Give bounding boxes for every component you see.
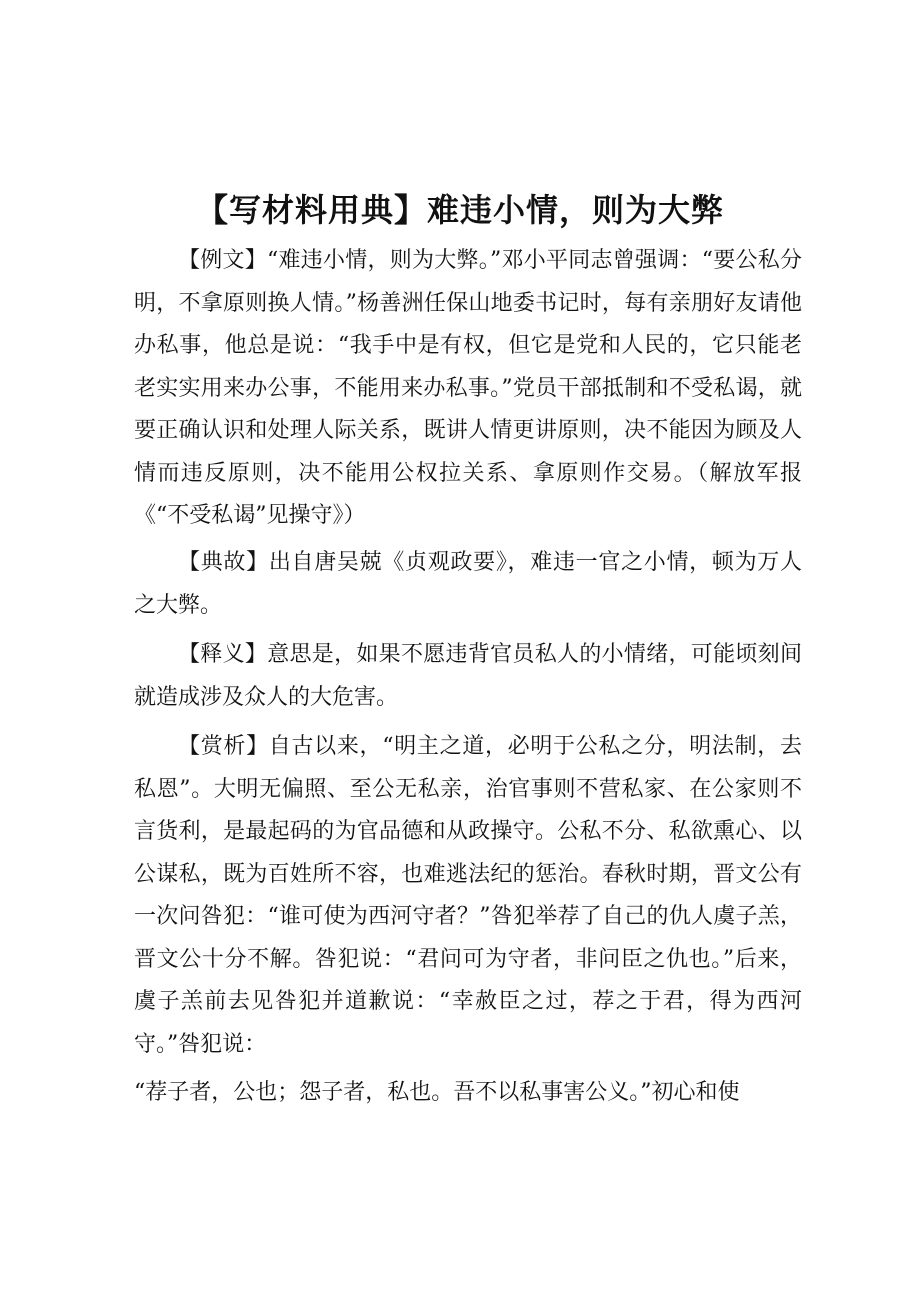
label-analysis: 【赏析】	[178, 734, 269, 759]
paragraph-example	[134, 240, 802, 538]
page-title: 【写材料用典】难违小情，则为大弊	[195, 191, 724, 229]
text-meaning: 意思是，如果不愿违背官员私人的小情绪，可能顷刻间就造成涉及众人的大危害。	[134, 642, 802, 710]
paragraph-continuation	[134, 1072, 802, 1115]
label-meaning: 【释义】	[178, 642, 268, 667]
text-analysis: 自古以来，“明主之道，必明于公私之分，明法制，去私恩”。大明无偏照、至公无私亲，治官事则不营私家、在公家则不言货利，是最起码的为官品德和从政操守。公私不分、私欲熏心、以公谋私，既为百姓所不容，也难逃法纪的惩治。春秋时期，晋文公有一次问咎犯：“谁可使为西河守者？”咎犯举荐了自己的仇人虞子羔，晋文公十分不解。咎犯说：“君问可为守者，非问臣之仇也。”后来，虞子羔前去见咎犯并道歉说：“幸赦臣之过，荐之于君，得为西河守。”咎犯说：	[134, 734, 802, 1057]
paragraph-analysis	[134, 726, 802, 1066]
text-allusion: 出自唐吴兢《贞观政要》，难违一官之小情，顿为万人之大弊。	[134, 550, 802, 618]
label-allusion: 【典故】	[178, 550, 269, 575]
text-example: “难违小情，则为大弊。”邓小平同志曾强调：“要公私分明，不拿原则换人情。”杨善洲任保山地委书记时，每有亲朋好友请他办私事，他总是说：“我手中是有权，但它是党和人民的，它只能老老实实用来办公事，不能用来办私事。”党员干部抵制和不受私谒，就要正确认识和处理人际关系，既讲人情更讲原则，决不能因为顾及人情而违反原则，决不能用公权拉关系、拿原则作交易。（解放军报《“不受私谒”见操守》）	[134, 248, 802, 528]
text-continuation: “荐子者，公也；怨子者，私也。吾不以私事害公义。”初心和使	[134, 1080, 740, 1105]
label-example: 【例文】	[178, 248, 267, 273]
paragraph-meaning	[134, 634, 802, 719]
paragraph-allusion	[134, 542, 802, 627]
